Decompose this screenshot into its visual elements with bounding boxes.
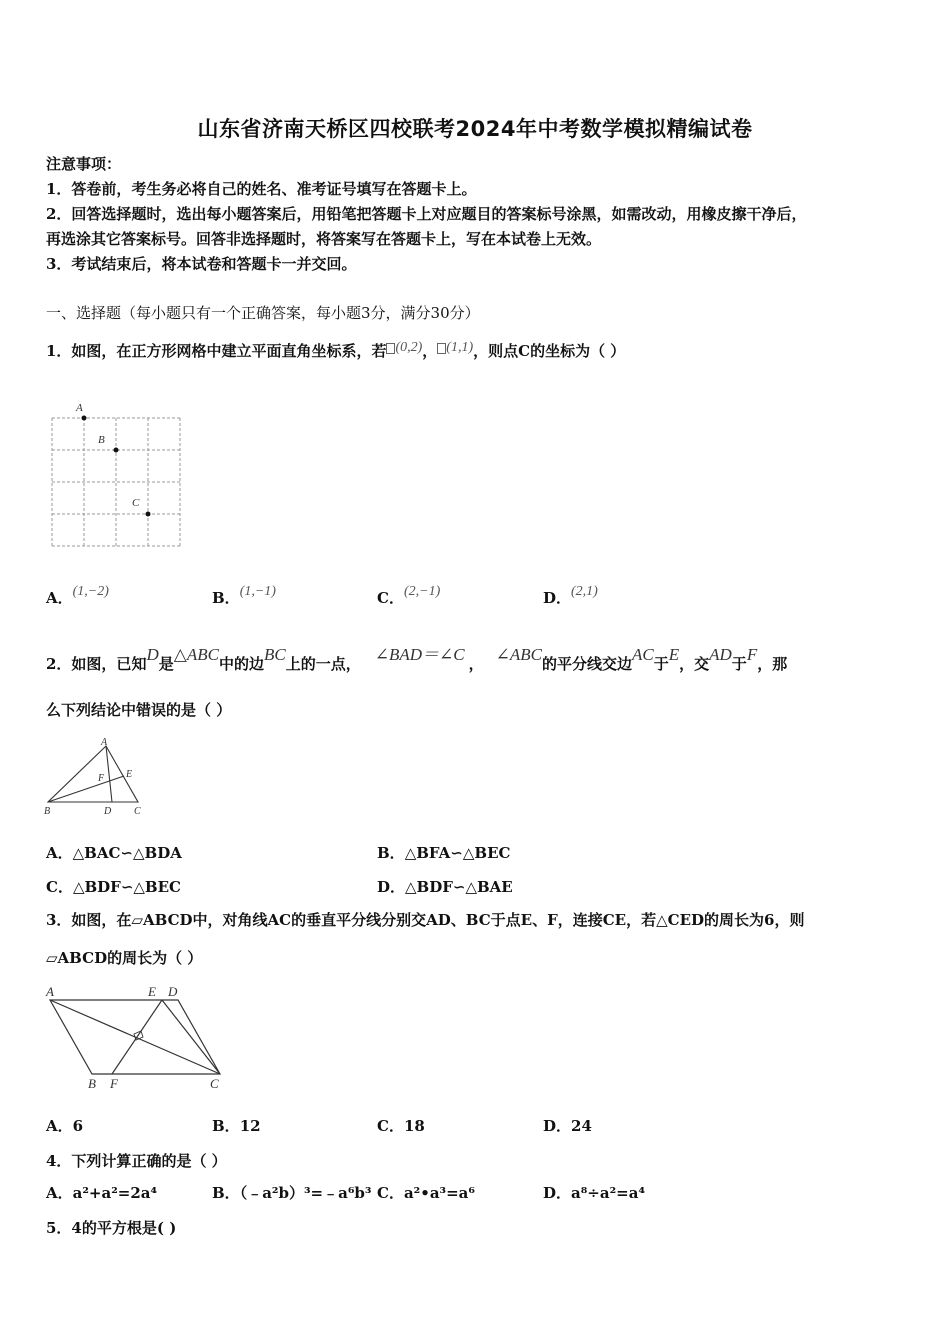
question-4-option-a[interactable]: A．a²+a²=2a⁴ — [46, 1184, 158, 1202]
page-title: 山东省济南天桥区四校联考2024年中考数学模拟精编试卷 — [197, 117, 753, 141]
question-4-stem: 4．下列计算正确的是（ ） — [46, 1152, 227, 1170]
question-5-stem: 5．4的平方根是( ) — [46, 1219, 177, 1237]
missing-glyph-icon — [437, 343, 446, 354]
question-3-stem: 3．如图，在▱ABCD中，对角线AC的垂直平分线分别交AD、BC于点E、F，连接CE，若△CED的周长为6，则 — [46, 911, 805, 929]
svg-text:B: B — [88, 1076, 96, 1091]
point-a-icon — [82, 416, 87, 421]
svg-text:D: D — [168, 984, 178, 999]
point-c-icon — [146, 512, 151, 517]
question-2-option-b[interactable]: B．△BFA∽△BEC — [377, 844, 511, 862]
question-3-stem-line-2: ▱ABCD的周长为（ ） — [46, 949, 203, 967]
notice-item-2-line-2: 再选涂其它答案标号。回答非选择题时，将答案写在答题卡上，写在本试卷上无效。 — [46, 230, 602, 248]
question-4-option-b[interactable]: B．（﹣a²b）³=﹣a⁶b³ — [212, 1184, 372, 1202]
question-1-sep: ， — [422, 342, 438, 360]
question-2-option-a[interactable]: A．△BAC∽△BDA — [46, 844, 182, 862]
svg-text:B: B — [44, 806, 51, 817]
notice-item-2-line-1: 2．回答选择题时，选出每小题答案后，用铅笔把答题卡上对应题目的答案标号涂黑，如需改动，用橡皮擦干净后， — [46, 205, 807, 223]
question-3-option-c[interactable]: C．18 — [377, 1117, 425, 1135]
label-c: C — [132, 497, 140, 509]
question-4-option-c[interactable]: C．a²•a³=a⁶ — [377, 1184, 475, 1202]
question-2-stem: 2．如图，已知D是△ABC中的边BC上的一点， ∠BAD＝∠C ， ∠ABC的平分线交边AC于E，交AD于F，那 — [46, 645, 788, 673]
svg-text:F: F — [110, 1076, 118, 1091]
question-2-triangle-figure — [42, 736, 152, 820]
question-1-prefix: 1．如图，在正方形网格中建立平面直角坐标系，若 — [46, 342, 387, 360]
svg-text:A: A — [46, 984, 54, 999]
svg-text:F: F — [98, 773, 105, 784]
question-1-suffix: ，则点C的坐标为（ ） — [473, 342, 626, 360]
question-1-option-a[interactable]: A．(1,−2) — [46, 584, 109, 607]
question-4-option-d[interactable]: D．a⁸÷a²=a⁴ — [543, 1184, 646, 1202]
svg-text:E: E — [126, 769, 133, 780]
notice-heading: 注意事项： — [46, 155, 122, 173]
question-3-parallelogram-figure — [42, 982, 232, 1094]
question-2-option-d[interactable]: D．△BDF∽△BAE — [377, 878, 513, 896]
section-heading: 一、选择题（每小题只有一个正确答案，每小题3分，满分30分） — [46, 304, 480, 322]
question-3-option-a[interactable]: A．6 — [46, 1117, 84, 1135]
notice-item-1: 1．答卷前，考生务必将自己的姓名、准考证号填写在答题卡上。 — [46, 180, 477, 198]
svg-text:D: D — [104, 806, 112, 817]
label-a: A — [76, 402, 83, 414]
question-2-stem-line-2: 么下列结论中错误的是（ ） — [46, 701, 232, 719]
notice-item-3: 3．考试结束后，将本试卷和答题卡一并交回。 — [46, 255, 357, 273]
question-2-option-c[interactable]: C．△BDF∽△BEC — [46, 878, 181, 896]
point-b-icon — [114, 448, 119, 453]
question-1-stem — [46, 340, 625, 361]
question-1-option-b[interactable]: B．(1,−1) — [212, 584, 276, 607]
svg-text:C: C — [210, 1076, 219, 1091]
svg-text:C: C — [134, 806, 141, 817]
svg-text:A: A — [101, 737, 108, 748]
question-1-option-d[interactable]: D．(2,1) — [543, 584, 598, 607]
label-b: B — [98, 434, 105, 446]
question-1-coord-a: (0,2) — [395, 340, 423, 355]
question-3-option-d[interactable]: D．24 — [543, 1117, 592, 1135]
question-1-option-c[interactable]: C．(2,−1) — [377, 584, 441, 607]
question-1-coord-b: (1,1) — [446, 340, 474, 355]
question-1-grid-figure — [44, 398, 189, 553]
question-3-option-b[interactable]: B．12 — [212, 1117, 261, 1135]
svg-text:E: E — [148, 984, 156, 999]
